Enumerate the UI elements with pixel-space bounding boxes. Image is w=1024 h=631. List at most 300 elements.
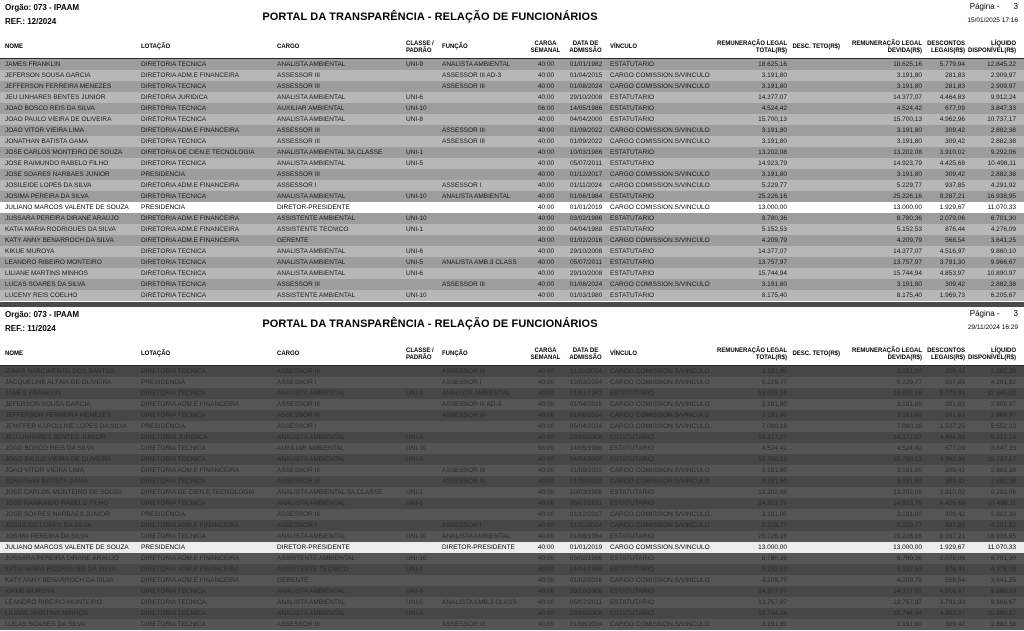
cell-funcao: DIRETOR-PRESIDENTE (442, 544, 515, 551)
column-header-remuneracao-legal-total: REMUNERAÇÃO LEGAL TOTAL(R$) (717, 41, 787, 54)
cell-lotacao: DIRETORIA TECNICA (141, 368, 207, 375)
cell-vinculo: CARGO COMISSION.S/VINCULO (610, 138, 710, 145)
cell-vinculo: ESTATUTARIO (610, 456, 655, 463)
cell-descontos-legais: 876,44 (945, 566, 965, 573)
cell-liquido-disponivel: 2.909,97 (990, 401, 1016, 408)
cell-liquido-disponivel: 2.882,38 (990, 467, 1016, 474)
cell-classe-padrao (406, 136, 442, 147)
cell-cargo: ASSESSOR III (277, 621, 320, 628)
cell-liquido-disponivel: 4.276,09 (990, 226, 1016, 233)
cell-funcao (442, 487, 530, 498)
cell-liquido-disponivel: 12.845,22 (987, 390, 1016, 397)
cell-cargo: ANALISTA AMBIENTAL (277, 116, 346, 123)
cell-nome: KATY ANNY BENARROCH DA SILVA (5, 577, 114, 584)
cell-remuneracao-legal-devida: 3.191,80 (896, 467, 922, 474)
cell-lotacao: DIRETORIA JURIDICA (141, 434, 208, 441)
cell-remuneracao-legal-devida: 18.625,16 (893, 61, 922, 68)
cell-lotacao: DIRETORIA DE CIEN.E TECNOLOGIA (141, 489, 255, 496)
cell-carga-semanal: 40:00 (537, 522, 555, 529)
cell-lotacao: DIRETORIA TECNICA (141, 412, 207, 419)
cell-data-admissao: 29/10/2008 (569, 434, 603, 441)
page-title: PORTAL DA TRANSPARÊNCIA - RELAÇÃO DE FUNCIONÁRIOS (262, 318, 598, 330)
cell-data-admissao: 10/03/1986 (569, 149, 603, 156)
column-header-desc-teto: DESC. TETO(R$) (792, 44, 840, 51)
cell-liquido-disponivel: 16.938,95 (987, 533, 1016, 540)
cell-vinculo: ESTATUTARIO (610, 500, 655, 507)
cell-carga-semanal: 40:00 (537, 423, 555, 430)
cell-carga-semanal: 40:00 (537, 138, 555, 145)
cell-cargo: ASSESSOR I (277, 182, 317, 189)
cell-liquido-disponivel: 2.882,38 (990, 368, 1016, 375)
cell-liquido-disponivel: 12.845,22 (987, 61, 1016, 68)
cell-carga-semanal: 40:00 (537, 588, 555, 595)
cell-cargo: AUXILIAR AMBIENTAL (277, 105, 345, 112)
cell-liquido-disponivel: 11.070,33 (987, 544, 1016, 551)
cell-descontos-legais: 568,54 (945, 237, 965, 244)
cell-descontos-legais: 4.464,83 (939, 94, 965, 101)
cell-vinculo: CARGO COMISSION.S/VINCULO (610, 577, 710, 584)
cell-vinculo: CARGO COMISSION.S/VINCULO (610, 237, 710, 244)
cell-classe-padrao: UNI-9 (406, 61, 423, 68)
cell-descontos-legais: 281,83 (945, 401, 965, 408)
cell-carga-semanal: 40:00 (537, 204, 555, 211)
cell-funcao: ASSESSOR III AD-3 (442, 401, 502, 408)
cell-data-admissao: 01/11/2024 (569, 368, 603, 375)
cell-nome: JOAO VITOR VIEIRA LIMA (5, 127, 84, 134)
cell-data-admissao: 05/04/2024 (569, 423, 603, 430)
table-row (0, 597, 1024, 608)
page-number-row (967, 2, 1018, 11)
cell-descontos-legais: 4.853,97 (939, 610, 965, 617)
cell-classe-padrao: UNI-5 (406, 599, 423, 606)
cell-descontos-legais: 309,42 (945, 511, 965, 518)
cell-classe-padrao (406, 421, 442, 432)
table-row (0, 70, 1024, 81)
cell-data-admissao: 01/12/2017 (569, 171, 603, 178)
print-datetime: 15/01/2025 17:16 (967, 17, 1018, 24)
cell-funcao: ASSESSOR III (442, 621, 485, 628)
cell-carga-semanal: 40:00 (537, 577, 555, 584)
cell-remuneracao-legal-total: 15.700,13 (758, 456, 787, 463)
cell-data-admissao: 01/02/2016 (569, 237, 603, 244)
cell-remuneracao-legal-total: 13.202,08 (758, 149, 787, 156)
cell-cargo: DIRETOR-PRESIDENTE (277, 204, 350, 211)
cell-carga-semanal: 40:00 (537, 533, 555, 540)
cell-desc-teto (790, 608, 843, 619)
cell-lotacao: DIRETORIA TECNICA (141, 138, 207, 145)
cell-remuneracao-legal-total: 13.757,97 (758, 259, 787, 266)
cell-data-admissao: 01/03/1980 (569, 292, 603, 299)
cell-descontos-legais: 1.929,67 (939, 204, 965, 211)
cell-lotacao: DIRETORIA TECNICA (141, 292, 207, 299)
cell-lotacao: DIRETORIA TECNICA (141, 116, 207, 123)
cell-liquido-disponivel: 5.552,93 (990, 423, 1016, 430)
cell-vinculo: ESTATUTARIO (610, 292, 655, 299)
cell-lotacao: DIRETORIA TECNICA (141, 445, 207, 452)
cell-liquido-disponivel: 3.847,33 (990, 105, 1016, 112)
cell-remuneracao-legal-total: 14.377,07 (758, 248, 787, 255)
cell-descontos-legais: 4.516,97 (939, 248, 965, 255)
cell-remuneracao-legal-total: 5.229,77 (761, 182, 787, 189)
page-number-row (968, 309, 1018, 318)
cell-vinculo: ESTATUTARIO (610, 248, 655, 255)
cell-nome: IZAIAS NASCIMENTO DOS SANTOS (5, 368, 115, 375)
cell-funcao (442, 553, 530, 564)
cell-nome: LUCAS SOARES DA SILVA (5, 621, 86, 628)
cell-remuneracao-legal-devida: 3.191,80 (896, 138, 922, 145)
cell-nome: JOSIMA PEREIRA DA SILVA (5, 533, 89, 540)
table-column-headers (0, 345, 1024, 365)
cell-data-admissao: 29/10/2008 (569, 94, 603, 101)
cell-carga-semanal: 40:00 (537, 434, 555, 441)
cell-vinculo: CARGO COMISSION.S/VINCULO (610, 83, 710, 90)
cell-descontos-legais: 937,85 (945, 522, 965, 529)
table-row (0, 81, 1024, 92)
cell-descontos-legais: 281,83 (945, 83, 965, 90)
cell-carga-semanal: 40:00 (537, 292, 555, 299)
cell-data-admissao: 10/03/1986 (569, 489, 603, 496)
cell-funcao (442, 169, 530, 180)
cell-funcao: ASSESSOR III (442, 368, 485, 375)
cell-carga-semanal: 40:00 (537, 610, 555, 617)
cell-vinculo: CARGO COMISSION.S/VINCULO (610, 412, 710, 419)
cell-data-admissao: 01/04/2015 (569, 401, 603, 408)
cell-carga-semanal: 40:00 (537, 412, 555, 419)
cell-lotacao: PRESIDENCIA (141, 511, 186, 518)
cell-funcao: ANALISTA AMBIENTAL (442, 390, 511, 397)
column-header-funcao: FUNÇÃO (442, 351, 468, 358)
cell-cargo: ANALISTA AMBIENTAL 3A.CLASSE (277, 149, 383, 156)
cell-data-admissao: 01/06/1984 (569, 193, 603, 200)
cell-carga-semanal: 40:00 (537, 401, 555, 408)
cell-funcao (442, 498, 530, 509)
cell-descontos-legais: 8.287,21 (939, 193, 965, 200)
cell-cargo: ASSESSOR III (277, 138, 320, 145)
table-row (0, 213, 1024, 224)
cell-remuneracao-legal-total: 14.377,07 (758, 588, 787, 595)
cell-lotacao: DIRETORIA TECNICA (141, 456, 207, 463)
table-row (0, 410, 1024, 421)
cell-descontos-legais: 309,42 (945, 138, 965, 145)
table-row (0, 158, 1024, 169)
cell-vinculo: CARGO COMISSION.S/VINCULO (610, 522, 710, 529)
cell-remuneracao-legal-devida: 15.700,13 (893, 116, 922, 123)
cell-data-admissao: 29/10/2008 (569, 588, 603, 595)
table-row (0, 246, 1024, 257)
cell-cargo: ASSISTENTE AMBIENTAL (277, 292, 356, 299)
cell-nome: JEU LINHARES BENTES JUNIOR (5, 434, 106, 441)
table-row (0, 575, 1024, 586)
cell-nome: JEU LINHARES BENTES JUNIOR (5, 94, 106, 101)
cell-funcao (442, 147, 530, 158)
cell-desc-teto (790, 509, 843, 520)
cell-carga-semanal: 40:00 (537, 259, 555, 266)
cell-remuneracao-legal-total: 3.191,80 (761, 621, 787, 628)
cell-funcao: ANALISTA AMB.3 CLASS (442, 599, 517, 606)
cell-liquido-disponivel: 4.291,92 (990, 379, 1016, 386)
column-header-cargo: CARGO (277, 351, 300, 358)
cell-remuneracao-legal-devida: 18.625,16 (893, 390, 922, 397)
table-row (0, 103, 1024, 114)
cell-nome: JEFERSON SOUSA GARCIA (5, 72, 91, 79)
cell-desc-teto (790, 268, 843, 279)
cell-funcao (442, 432, 530, 443)
cell-vinculo: ESTATUTARIO (610, 61, 655, 68)
cell-nome: JOAO BOSCO REIS DA SILVA (5, 105, 95, 112)
cell-vinculo: ESTATUTARIO (610, 116, 655, 123)
cell-desc-teto (790, 147, 843, 158)
table-row-highlighted (0, 202, 1024, 213)
column-header-carga-semanal: CARGA SEMANAL (530, 348, 561, 361)
cell-remuneracao-legal-total: 3.191,80 (761, 281, 787, 288)
cell-nome: JOSE SOARES NARBAES JUNIOR (5, 511, 110, 518)
cell-remuneracao-legal-devida: 13.757,97 (893, 599, 922, 606)
cell-desc-teto (790, 224, 843, 235)
cell-remuneracao-legal-total: 15.744,94 (758, 270, 787, 277)
employee-table (0, 365, 1024, 630)
column-header-descontos-legais: DESCONTOS LEGAIS(R$) (927, 348, 965, 361)
cell-carga-semanal: 40:00 (537, 182, 555, 189)
cell-liquido-disponivel: 2.882,38 (990, 511, 1016, 518)
cell-carga-semanal: 40:00 (537, 555, 555, 562)
table-row (0, 619, 1024, 630)
cell-carga-semanal: 06:00 (537, 105, 555, 112)
cell-funcao: ASSESSOR III (442, 412, 485, 419)
cell-nome: JOSIMA PEREIRA DA SILVA (5, 193, 89, 200)
cell-desc-teto (790, 586, 843, 597)
table-row (0, 257, 1024, 268)
cell-cargo: ANALISTA AMBIENTAL (277, 500, 346, 507)
cell-classe-padrao (406, 476, 442, 487)
cell-desc-teto (790, 366, 843, 377)
cell-carga-semanal: 40:00 (537, 72, 555, 79)
cell-liquido-disponivel: 2.882,38 (990, 621, 1016, 628)
cell-liquido-disponivel: 4.291,92 (990, 182, 1016, 189)
cell-data-admissao: 01/11/2024 (569, 182, 603, 189)
table-row (0, 531, 1024, 542)
cell-funcao (442, 202, 530, 213)
cell-remuneracao-legal-total: 15.744,94 (758, 610, 787, 617)
cell-lotacao: DIRETORIA TECNICA (141, 259, 207, 266)
cell-lotacao: DIRETORIA TECNICA (141, 390, 207, 397)
cell-funcao (442, 575, 530, 586)
cell-classe-padrao: UNI-10 (406, 215, 427, 222)
cell-remuneracao-legal-devida: 14.377,07 (893, 248, 922, 255)
cell-funcao (442, 564, 530, 575)
cell-desc-teto (790, 487, 843, 498)
cell-data-admissao: 05/07/2011 (569, 160, 603, 167)
cell-data-admissao: 04/04/2000 (569, 116, 603, 123)
cell-cargo: ASSESSOR III (277, 401, 320, 408)
cell-funcao: ASSESSOR I (442, 379, 482, 386)
cell-cargo: ASSESSOR III (277, 511, 320, 518)
cell-lotacao: PRESIDENCIA (141, 423, 186, 430)
table-row (0, 147, 1024, 158)
cell-desc-teto (790, 180, 843, 191)
cell-carga-semanal: 40:00 (537, 116, 555, 123)
cell-descontos-legais: 2.079,06 (939, 555, 965, 562)
cell-classe-padrao (406, 366, 442, 377)
column-header-remuneracao-legal-devida: REMUNERAÇÃO LEGAL DEVIDA(R$) (852, 348, 922, 361)
cell-cargo: ANALISTA AMBIENTAL (277, 434, 346, 441)
column-header-lotacao: LOTAÇÃO (141, 44, 171, 51)
cell-liquido-disponivel: 3.847,33 (990, 445, 1016, 452)
cell-cargo: ASSESSOR III (277, 281, 320, 288)
cell-carga-semanal: 40:00 (537, 281, 555, 288)
cell-remuneracao-legal-total: 4.209,79 (761, 237, 787, 244)
cell-remuneracao-legal-devida: 8.780,36 (896, 215, 922, 222)
cell-vinculo: CARGO COMISSION.S/VINCULO (610, 204, 710, 211)
cell-nome: KIKUE MUROYA (5, 588, 55, 595)
cell-remuneracao-legal-devida: 5.229,77 (896, 522, 922, 529)
cell-liquido-disponivel: 9.860,10 (990, 588, 1016, 595)
cell-funcao: ASSESSOR I (442, 182, 482, 189)
cell-cargo: ASSESSOR III (277, 412, 320, 419)
cell-desc-teto (790, 257, 843, 268)
cell-data-admissao: 14/05/1986 (569, 105, 603, 112)
cell-lotacao: DIRETORIA TECNICA (141, 281, 207, 288)
cell-desc-teto (790, 619, 843, 630)
cell-descontos-legais: 3.910,02 (939, 149, 965, 156)
cell-descontos-legais: 568,54 (945, 577, 965, 584)
column-header-liquido-disponivel: LÍQUIDO DISPONÍVEL(R$) (968, 41, 1017, 54)
cell-carga-semanal: 30:00 (537, 566, 555, 573)
column-header-data-admissao: DATA DE ADMISSÃO (569, 348, 602, 361)
cell-nome: JOSE SOARES NARBAES JUNIOR (5, 171, 110, 178)
cell-vinculo: ESTATUTARIO (610, 226, 655, 233)
cell-remuneracao-legal-total: 8.780,36 (761, 555, 787, 562)
cell-funcao: ANALISTA AMB.3 CLASS (442, 259, 517, 266)
table-column-headers (0, 38, 1024, 58)
report-page-12-2024 (0, 0, 1024, 301)
cell-remuneracao-legal-total: 14.377,07 (758, 94, 787, 101)
cell-descontos-legais: 309,42 (945, 467, 965, 474)
cell-data-admissao: 03/02/1986 (569, 215, 603, 222)
cell-liquido-disponivel: 10.498,11 (987, 160, 1016, 167)
cell-remuneracao-legal-devida: 14.377,07 (893, 588, 922, 595)
cell-descontos-legais: 309,42 (945, 281, 965, 288)
cell-cargo: ASSISTENTE AMBIENTAL (277, 555, 356, 562)
cell-funcao: ANALISTA AMBIENTAL (442, 61, 511, 68)
table-row (0, 476, 1024, 487)
cell-classe-padrao: UNI-1 (406, 226, 423, 233)
cell-descontos-legais: 8.287,21 (939, 533, 965, 540)
cell-funcao (442, 421, 530, 432)
cell-liquido-disponivel: 2.882,38 (990, 171, 1016, 178)
cell-desc-teto (790, 279, 843, 290)
cell-nome: JOSE RAIMUNDO RABELO FILHO (5, 500, 109, 507)
cell-classe-padrao (406, 202, 442, 213)
cell-classe-padrao (406, 399, 442, 410)
cell-carga-semanal: 40:00 (537, 544, 555, 551)
cell-liquido-disponivel: 2.882,38 (990, 281, 1016, 288)
column-header-remuneracao-legal-devida: REMUNERAÇÃO LEGAL DEVIDA(R$) (852, 41, 922, 54)
report-page-11-2024 (0, 307, 1024, 630)
column-header-liquido-disponivel: LÍQUIDO DISPONÍVEL(R$) (968, 348, 1017, 361)
cell-data-admissao: 01/01/2019 (569, 204, 603, 211)
cell-descontos-legais: 1.507,25 (939, 423, 965, 430)
cell-carga-semanal: 40:00 (537, 171, 555, 178)
column-header-nome: NOME (5, 351, 23, 358)
cell-remuneracao-legal-devida: 4.209,79 (896, 577, 922, 584)
column-header-remuneracao-legal-total: REMUNERAÇÃO LEGAL TOTAL(R$) (717, 348, 787, 361)
cell-remuneracao-legal-total: 3.191,80 (761, 72, 787, 79)
cell-desc-teto (790, 213, 843, 224)
cell-remuneracao-legal-devida: 25.226,16 (893, 193, 922, 200)
cell-liquido-disponivel: 10.890,97 (987, 610, 1016, 617)
cell-remuneracao-legal-devida: 3.191,80 (896, 478, 922, 485)
cell-lotacao: DIRETORIA ADM.E FINANCEIRA (141, 72, 240, 79)
column-header-vinculo: VÍNCULO (610, 44, 637, 51)
cell-vinculo: ESTATUTARIO (610, 94, 655, 101)
cell-descontos-legais: 677,09 (945, 445, 965, 452)
table-row (0, 432, 1024, 443)
cell-carga-semanal: 40:00 (537, 500, 555, 507)
cell-remuneracao-legal-devida: 3.191,80 (896, 127, 922, 134)
cell-liquido-disponivel: 6.205,67 (990, 292, 1016, 299)
cell-desc-teto (790, 136, 843, 147)
cell-data-admissao: 01/09/2022 (569, 127, 603, 134)
cell-remuneracao-legal-total: 3.191,80 (761, 478, 787, 485)
cell-nome: JOSILEIDE LOPES DA SILVA (5, 182, 92, 189)
cell-classe-padrao: UNI-8 (406, 456, 423, 463)
cell-cargo: ANALISTA AMBIENTAL (277, 533, 346, 540)
cell-lotacao: DIRETORIA ADM.E FINANCEIRA (141, 226, 240, 233)
cell-remuneracao-legal-total: 4.209,79 (761, 577, 787, 584)
cell-classe-padrao (406, 125, 442, 136)
cell-carga-semanal: 40:00 (537, 270, 555, 277)
cell-carga-semanal: 40:00 (537, 599, 555, 606)
cell-remuneracao-legal-devida: 13.757,97 (893, 259, 922, 266)
table-row (0, 454, 1024, 465)
table-row (0, 59, 1024, 70)
cell-cargo: ANALISTA AMBIENTAL (277, 610, 346, 617)
cell-data-admissao: 01/01/1982 (569, 390, 603, 397)
cell-vinculo: ESTATUTARIO (610, 610, 655, 617)
cell-nome: JOAO BOSCO REIS DA SILVA (5, 445, 95, 452)
cell-lotacao: DIRETORIA ADM.E FINANCEIRA (141, 577, 240, 584)
cell-carga-semanal: 40:00 (537, 368, 555, 375)
cell-classe-padrao (406, 169, 442, 180)
cell-desc-teto (790, 246, 843, 257)
cell-data-admissao: 01/12/2017 (569, 511, 603, 518)
cell-nome: JUSSARA PEREIRA DIRANE ARAUJO (5, 555, 119, 562)
cell-lotacao: DIRETORIA ADM.E FINANCEIRA (141, 215, 240, 222)
table-row (0, 520, 1024, 531)
cell-classe-padrao: UNI-1 (406, 566, 423, 573)
cell-desc-teto (790, 202, 843, 213)
cell-lotacao: DIRETORIA ADM.E FINANCEIRA (141, 566, 240, 573)
cell-liquido-disponivel: 4.291,92 (990, 522, 1016, 529)
cell-vinculo: ESTATUTARIO (610, 259, 655, 266)
cell-vinculo: ESTATUTARIO (610, 149, 655, 156)
cell-funcao: ASSESSOR III (442, 138, 485, 145)
cell-nome: LUCENY REIS COELHO (5, 292, 78, 299)
cell-vinculo: ESTATUTARIO (610, 566, 655, 573)
cell-vinculo: CARGO COMISSION.S/VINCULO (610, 182, 710, 189)
cell-remuneracao-legal-total: 3.191,80 (761, 368, 787, 375)
cell-liquido-disponivel: 3.641,25 (990, 577, 1016, 584)
cell-nome: JULIANO MARCOS VALENTE DE SOUZA (5, 544, 129, 551)
cell-descontos-legais: 4.425,68 (939, 160, 965, 167)
cell-nome: JENIFFER KAROLLINE LOPES DA SILVA (5, 423, 128, 430)
cell-desc-teto (790, 432, 843, 443)
cell-remuneracao-legal-total: 3.191,80 (761, 83, 787, 90)
cell-remuneracao-legal-devida: 8.780,36 (896, 555, 922, 562)
cell-desc-teto (790, 542, 843, 553)
column-header-funcao: FUNÇÃO (442, 44, 468, 51)
cell-remuneracao-legal-devida: 13.000,00 (893, 544, 922, 551)
